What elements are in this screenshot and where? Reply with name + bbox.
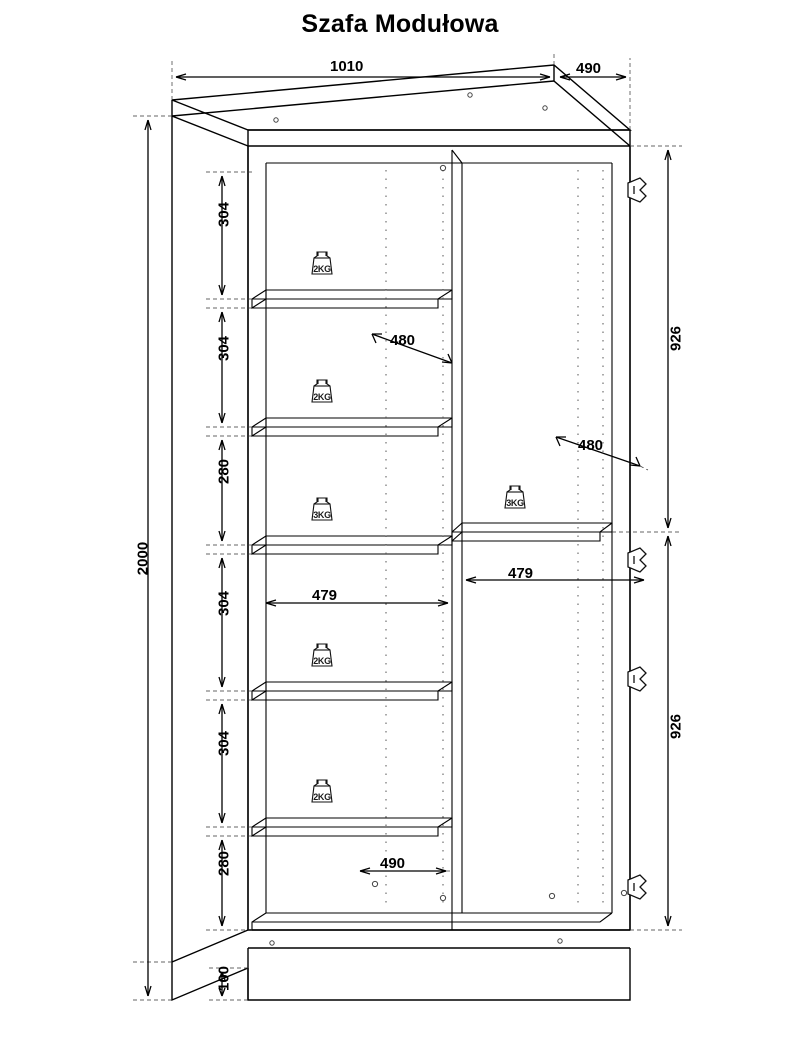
dim-overall-width: 1010 xyxy=(330,58,364,75)
shelf-load-icon-1 xyxy=(305,248,339,278)
shelf-load-label-5: 2KG xyxy=(313,656,331,666)
bottom-panel-and-plinth xyxy=(172,913,630,1000)
drill-hole-marks xyxy=(386,170,603,905)
dim-overall-depth: 490 xyxy=(576,60,602,77)
dim-shelf-depth-upper: 480 xyxy=(390,332,416,349)
dim-overall-height: 2000 xyxy=(134,541,152,576)
dim-shelf-depth-right: 480 xyxy=(578,437,604,454)
shelf-load-icon-2 xyxy=(305,376,339,406)
dim-gap-3: 280 xyxy=(215,458,233,485)
dim-gap-6: 280 xyxy=(215,850,233,877)
page-title: Szafa Modułowa xyxy=(301,10,499,38)
leader-lines xyxy=(446,466,648,871)
witness-lines xyxy=(132,52,682,1000)
shelf-load-icon-5 xyxy=(305,640,339,670)
dim-gap-1: 304 xyxy=(215,201,233,228)
dim-gap-4: 304 xyxy=(215,590,233,617)
shelf-load-label-2: 2KG xyxy=(313,392,331,402)
dim-right-upper-height: 926 xyxy=(667,325,685,352)
shelf-load-label-1: 2KG xyxy=(313,264,331,274)
dim-gap-5: 304 xyxy=(215,730,233,757)
shelf-load-label-6: 2KG xyxy=(313,792,331,802)
shelf-load-icon-3 xyxy=(305,494,339,524)
shelf-load-icon-6 xyxy=(305,776,339,806)
dim-gap-2: 304 xyxy=(215,335,233,362)
shelf-load-icon-4 xyxy=(498,482,532,512)
shelf-load-label-4: 3KG xyxy=(506,498,524,508)
left-side-panel xyxy=(172,116,248,962)
dim-bottom-width: 490 xyxy=(380,855,406,872)
shelf-load-label-3: 3KG xyxy=(313,510,331,520)
left-column-shelves xyxy=(252,290,452,836)
dim-right-lower-height: 926 xyxy=(667,713,685,740)
dim-plinth-height: 100 xyxy=(215,965,233,992)
dim-shelf-width-right: 479 xyxy=(508,565,534,582)
right-column-shelf xyxy=(452,523,612,541)
dim-shelf-width-left: 479 xyxy=(312,587,338,604)
